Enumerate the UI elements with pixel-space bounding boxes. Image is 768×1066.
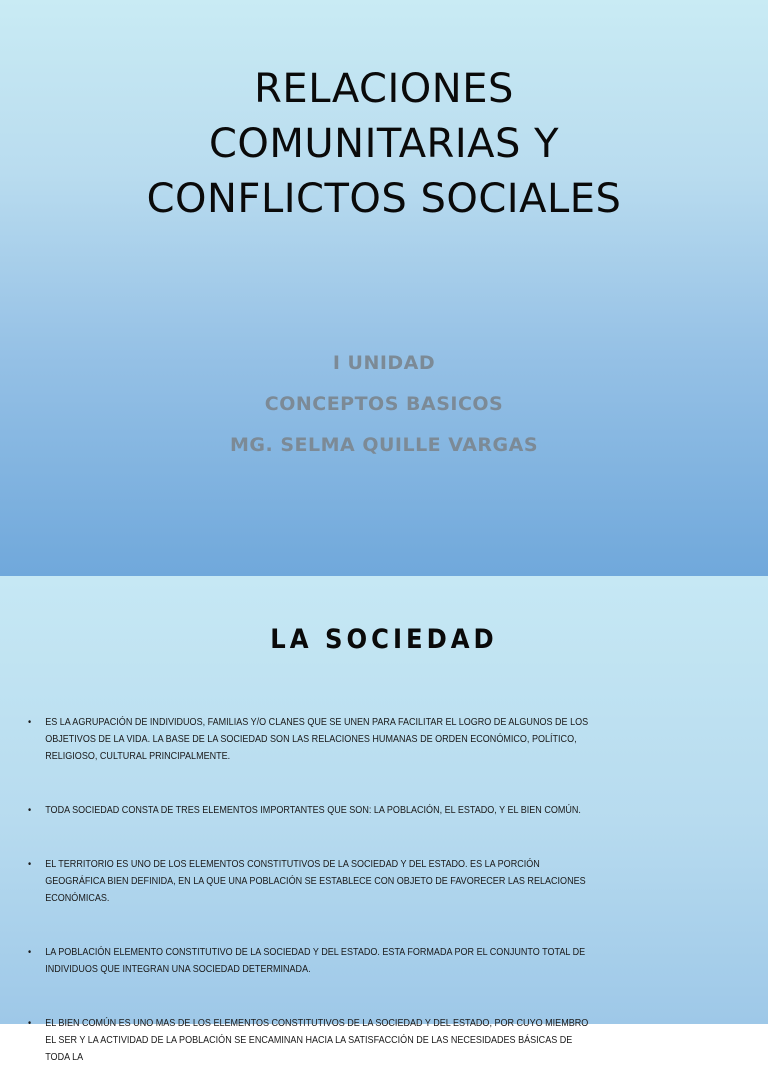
bullet-icon: • (28, 946, 32, 958)
list-item (28, 802, 596, 819)
content-slide (0, 576, 768, 1063)
bullet-text: EL BIEN COMÚN ES UNO MAS DE LOS ELEMENTOS CONSTITUTIVOS DE LA SOCIEDAD Y DEL ESTADO, POR CUYO MIEMBRO EL SER Y LA ACTIVIDAD DE LA POBLACIÓN SE ENCAMINAN HACIA LA SATISFACCIÓN DE LAS NECESIDADES BÁSICAS DE TODA LA (45, 1017, 589, 1063)
list-item (28, 714, 596, 765)
slide-title-line: COMUNITARIAS Y (208, 121, 560, 167)
author-label: MG. SELMA QUILLE VARGAS (229, 434, 539, 456)
bullet-icon: • (28, 858, 32, 870)
slide-heading: LA SOCIEDAD (270, 624, 498, 655)
bullet-icon: • (28, 716, 32, 728)
unit-label: I UNIDAD (332, 352, 436, 374)
bullet-text: ES LA AGRUPACIÓN DE INDIVIDUOS, FAMILIAS Y/O CLANES QUE SE UNEN PARA FACILITAR EL LOGRO DE ALGUNOS DE LOS OBJETIVOS DE LA VIDA. LA BASE DE LA SOCIEDAD SON LAS RELACIONES HUMANAS DE ORDEN ECONÓMICO, POLÍTICO, RELIGIOSO, CULTURAL PRINCIPALMENTE. (45, 716, 589, 762)
list-item (28, 944, 596, 978)
bullet-text: TODA SOCIEDAD CONSTA DE TRES ELEMENTOS IMPORTANTES QUE SON: LA POBLACIÓN, EL ESTADO, Y EL BIEN COMÚN. (45, 804, 581, 816)
slide-title-line: RELACIONES (254, 66, 514, 112)
topic-label: CONCEPTOS BASICOS (264, 393, 504, 415)
slide-title-line: CONFLICTOS SOCIALES (146, 176, 622, 222)
bullet-text: EL TERRITORIO ES UNO DE LOS ELEMENTOS CONSTITUTIVOS DE LA SOCIEDAD Y DEL ESTADO. ES LA PORCIÓN GEOGRÁFICA BIEN DEFINIDA, EN LA QUE UNA POBLACIÓN SE ESTABLECE CON OBJETO DE FAVORECER LAS RELACIONES ECONÓMICAS. (45, 858, 586, 904)
list-item (28, 1015, 596, 1066)
slide-subtitle (0, 348, 768, 471)
bullet-list (28, 714, 588, 1066)
list-item (28, 856, 596, 907)
bullet-icon: • (28, 804, 32, 816)
bullet-icon: • (28, 1017, 32, 1029)
slide-title (0, 62, 768, 227)
bullet-text: LA POBLACIÓN ELEMENTO CONSTITUTIVO DE LA SOCIEDAD Y DEL ESTADO. ESTA FORMADA POR EL CONJUNTO TOTAL DE INDIVIDUOS QUE INTEGRAN UNA SOCIEDAD DETERMINADA. (45, 946, 586, 975)
